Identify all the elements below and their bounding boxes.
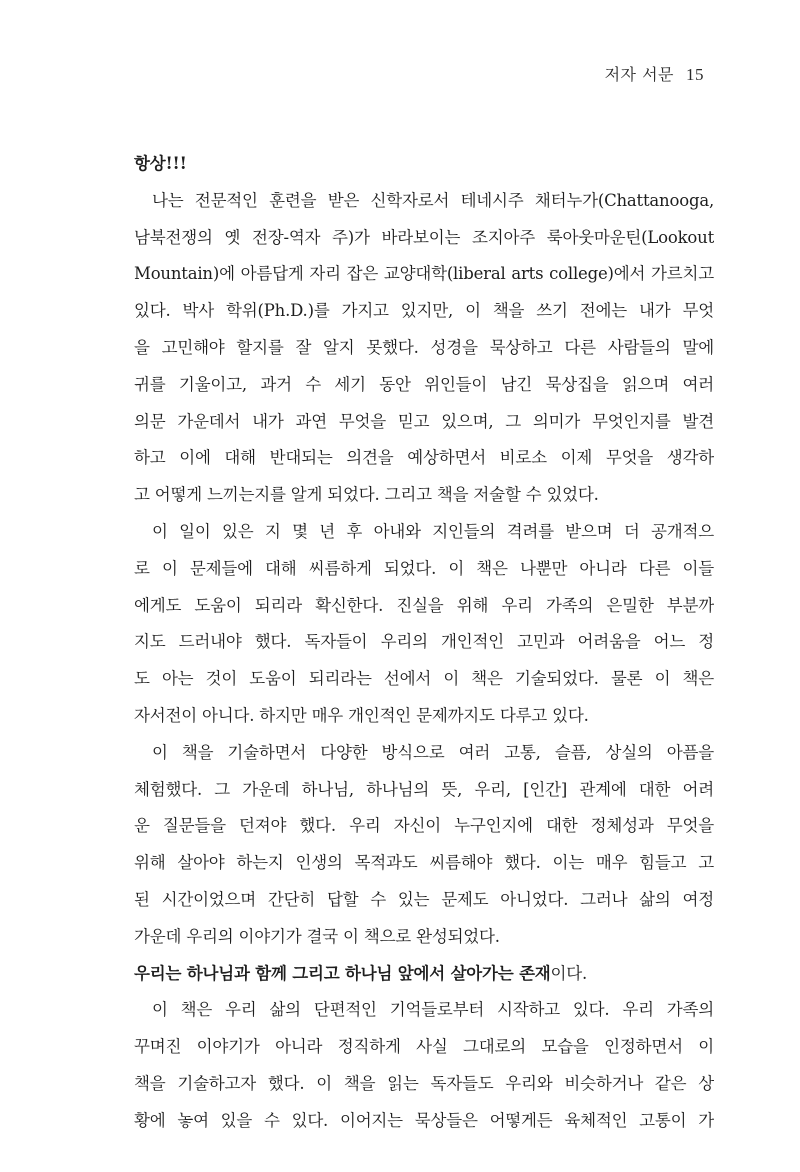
- text-line: 황에 놓여 있을 수 있다. 이어지는 묵상들은 어떻게든 육체적인 고통이 가: [134, 1110, 714, 1130]
- text-line: 하고 이에 대해 반대되는 의견을 예상하면서 비로소 이제 무엇을 생각하: [134, 448, 714, 468]
- text-line-emphasis: [134, 956, 714, 993]
- text-line: 자서전이 아니다. 하지만 매우 개인적인 문제까지도 다루고 있다.: [134, 705, 589, 725]
- text-line: 책을 기술하고자 했다. 이 책을 읽는 독자들도 우리와 비슷하거나 같은 상: [134, 1073, 714, 1093]
- text-line: 나는 전문적인 훈련을 받은 신학자로서 테네시주 채터누가(Chattanooga,: [152, 190, 714, 210]
- text-line: 고 어떻게 느끼는지를 알게 되었다. 그리고 책을 저술할 수 있었다.: [134, 485, 599, 505]
- text-line: 을 고민해야 할지를 잘 알지 못했다. 성경을 묵상하고 다른 사람들의 말에: [134, 337, 714, 357]
- text-line: Mountain)에 아름답게 자리 잡은 교양대학(liberal arts college)에서 가르치고: [134, 264, 714, 284]
- text-line: 남북전쟁의 옛 전장-역자 주)가 바라보이는 조지아주 룩아웃마운틴(Lookout: [134, 227, 714, 247]
- text-line: 지도 드러내야 했다. 독자들이 우리의 개인적인 고민과 어려움을 어느 정: [134, 632, 714, 652]
- text-line: 의문 가운데서 내가 과연 무엇을 믿고 있으며, 그 의미가 무엇인지를 발견: [134, 411, 714, 431]
- text-line: 이 책은 우리 삶의 단편적인 기억들로부터 시작하고 있다. 우리 가족의: [152, 1000, 714, 1020]
- text-line: 로 이 문제들에 대해 씨름하게 되었다. 이 책은 나뿐만 아니라 다른 이들: [134, 558, 714, 578]
- text-line: 항상!!!: [134, 154, 187, 173]
- text-line: 도 아는 것이 도움이 되리라는 선에서 이 책은 기술되었다. 물론 이 책은: [134, 669, 714, 689]
- text-line: 가운데 우리의 이야기가 결국 이 책으로 완성되었다.: [134, 926, 500, 946]
- body-text: [134, 146, 714, 1140]
- text-line: 귀를 기울이고, 과거 수 세기 동안 위인들이 남긴 묵상집을 읽으며 여러: [134, 374, 714, 394]
- page-number: 15: [686, 65, 704, 84]
- emphasis-text: 우리는 하나님과 함께 그리고 하나님 앞에서 살아가는 존재: [134, 963, 551, 983]
- text-line: 이 책을 기술하면서 다양한 방식으로 여러 고통, 슬픔, 상실의 아픔을: [152, 742, 714, 762]
- text-line: 있다. 박사 학위(Ph.D.)를 가지고 있지만, 이 책을 쓰기 전에는 내가 무엇: [134, 301, 714, 321]
- emphasis-suffix: 이다.: [550, 963, 588, 983]
- text-line: 된 시간이었으며 간단히 답할 수 있는 문제도 아니었다. 그러나 삶의 여정: [134, 889, 714, 909]
- running-head: [605, 62, 704, 85]
- text-line: 이 일이 있은 지 몇 년 후 아내와 지인들의 격려를 받으며 더 공개적으: [152, 521, 714, 541]
- text-line: 위해 살아야 하는지 인생의 목적과도 씨름해야 했다. 이는 매우 힘들고 고: [134, 853, 714, 873]
- text-line: 에게도 도움이 되리라 확신한다. 진실을 위해 우리 가족의 은밀한 부분까: [134, 595, 714, 615]
- text-line: 체험했다. 그 가운데 하나님, 하나님의 뜻, 우리, [인간] 관계에 대한 어려: [134, 779, 714, 799]
- text-line: 꾸며진 이야기가 아니라 정직하게 사실 그대로의 모습을 인정하면서 이: [134, 1037, 714, 1057]
- text-line: 운 질문들을 던져야 했다. 우리 자신이 누구인지에 대한 정체성과 무엇을: [134, 816, 714, 836]
- section-title: 저자 서문: [604, 65, 674, 84]
